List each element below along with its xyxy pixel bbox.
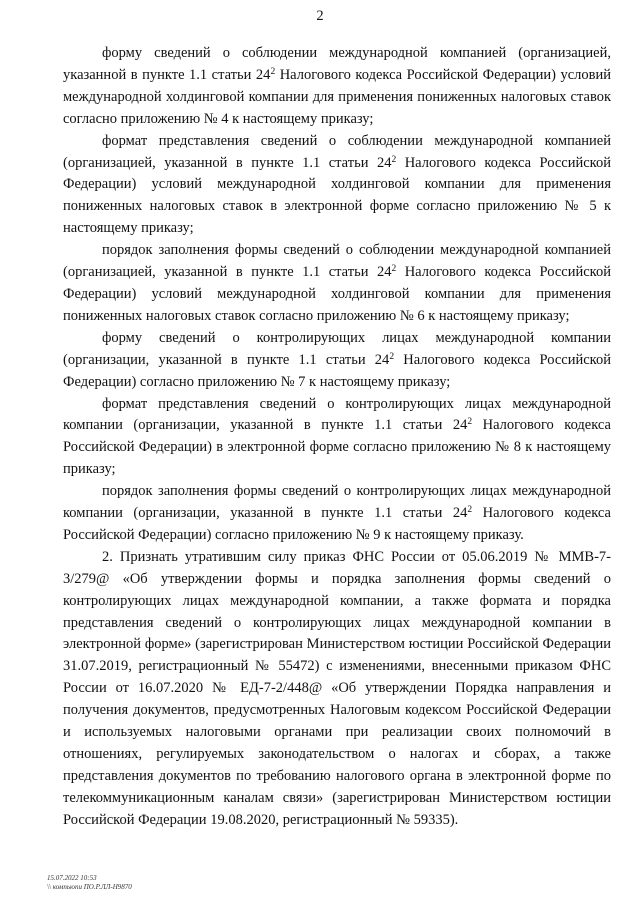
paragraph-text: Налогового кодекса Российской Федерации) условий международной холдинговой компании для применения пониженных налоговых ставок в электронной форме согласно приложению № 5 к настоящему приказу; [63,154,611,237]
paragraph-form-compliance [63,43,611,131]
paragraph-text: Налогового кодекса Российской Федерации) условий международной холдинговой компании для применения пониженных налоговых ставок согласно приложению № 4 к настоящему приказу; [63,66,612,127]
paragraph-procedure-compliance [63,240,611,328]
paragraph-text: форму сведений о контролирующих лицах международной компании (организации, указанной в пункте 1.1 статьи 24 [63,329,611,368]
paragraph-text: формат представления сведений о контролирующих лицах международной компании (организации, указанной в пункте 1.1 статьи 24 [63,395,611,434]
paragraph-text: Налогового кодекса Российской Федерации) условий международной холдинговой компании для применения пониженных налоговых ставок согласно приложению № 6 к настоящему приказу; [63,264,611,324]
superscript: 2 [467,505,473,516]
superscript: 2 [389,351,395,362]
paragraph-format-compliance [63,131,611,241]
paragraph-text: Налогового кодекса Российской Федерации) согласно приложению № 9 к настоящему приказу. [63,505,611,543]
paragraph-text: порядок заполнения формы сведений о соблюдении международной компанией (организацией, указанной в пункте 1.1 статьи 24 [63,242,611,281]
page-number: 2 [316,8,324,24]
superscript: 2 [467,417,473,428]
paragraph-text: порядок заполнения формы сведений о контролирующих лицах международной компании (организации, указанной в пункте 1.1 статьи 24 [63,483,611,522]
superscript: 2 [391,154,397,165]
paragraph-repeal-order [63,547,611,832]
superscript: 2 [391,264,397,275]
paragraph-text: Налогового кодекса Российской Федерации) согласно приложению № 7 к настоящему приказу; [63,351,612,390]
paragraph-format-controlling-persons [63,394,611,482]
paragraph-text: форму сведений о соблюдении международной компанией (организацией, указанной в пункте 1.1 статьи 24 [63,45,611,83]
paragraph-text: Налогового кодекса Российской Федерации) в электронной форме согласно приложению № 8 к настоящему приказу; [63,417,611,478]
footer-stamp [47,874,132,892]
paragraph-form-controlling-persons [63,328,611,394]
superscript: 2 [270,66,276,77]
paragraph-text: 2. Признать утратившим силу приказ ФНС России от 05.06.2019 № ММВ-7-3/279@ «Об утверждении формы и порядка заполнения формы сведений о контролирующих лицах международной компании, а также формата и порядка представления сведений о контролирующих лицах международной компании в электронной форме» (зарегистрирован Министерством юстиции Российской Федерации 31.07.2019, регистрационный № 55472) с изменениями, внесенными приказом ФНС России от 16.07.2020 № ЕД-7-2/448@ «Об утверждении Порядка направления и получения документов, предусмотренных Налоговым кодексом Российской Федерации и используемых налоговыми органами при реализации своих полномочий в отношениях, регулируемых законодательством о налогах и сборах, а также представления документов по требованию налогового органа в электронной форме по телекоммуникационным каналам связи» (зарегистрирован Министерством юстиции Российской Федерации 19.08.2020, регистрационный № 59335). [63,548,611,828]
footer-timestamp: 15.07.2022 10:53 [47,874,97,882]
paragraph-procedure-controlling-persons [63,481,611,547]
paragraph-text: формат представления сведений о соблюдении международной компанией (организацией, указанной в пункте 1.1 статьи 24 [63,132,611,171]
document-body [63,43,611,832]
footer-document-id: \\ компьюпи ПО.Р.ЛЛ-Н9870 [47,883,132,891]
